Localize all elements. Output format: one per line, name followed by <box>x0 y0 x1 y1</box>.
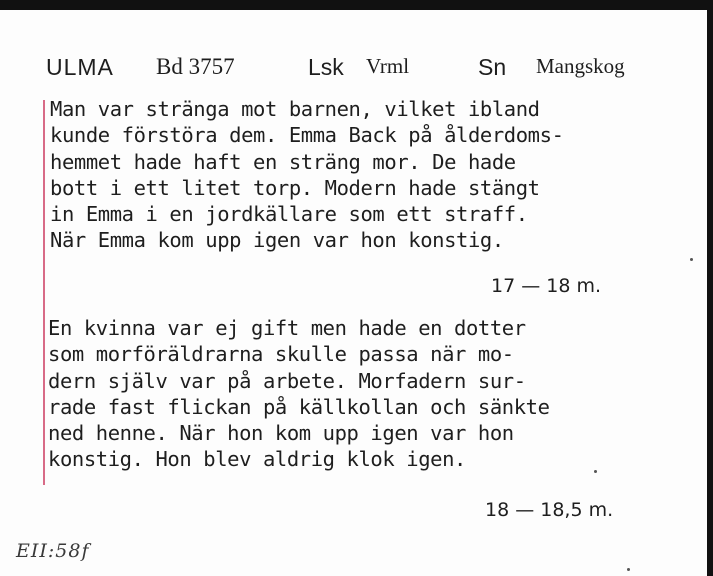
handwritten-signature: EII:58f <box>16 540 90 562</box>
right-border <box>707 0 713 576</box>
text-line: När Emma kom upp igen var hon konstig. <box>50 228 504 253</box>
text-line: kunde förstöra dem. Emma Back på ålderdoms- <box>50 123 564 148</box>
paragraph-2 <box>48 315 550 473</box>
text-line: hemmet hade haft en sträng mor. De hade <box>50 149 516 174</box>
text-line: konstig. Hon blev aldrig klok igen. <box>48 447 466 472</box>
collection-label: ULMA <box>46 54 114 80</box>
text-line: dern själv var på arbete. Morfadern sur- <box>48 368 526 393</box>
province-label: Lsk <box>308 54 344 80</box>
tape-reference-2: 18 — 18,5 m. <box>485 499 614 521</box>
volume-number: Bd 3757 <box>156 54 235 79</box>
text-line: ned henne. När hon kom upp igen var hon <box>48 421 514 446</box>
text-line: En kvinna var ej gift men hade en dotter <box>48 316 526 340</box>
text-line: rade fast flickan på källkollan och sänkte <box>48 394 550 419</box>
text-line: som morföräldrarna skulle passa när mo- <box>48 342 514 367</box>
text-line: bott i ett litet torp. Modern hade stängt <box>50 175 540 200</box>
margin-line <box>43 100 45 485</box>
paragraph-1 <box>50 96 564 254</box>
province-value: Vrml <box>366 54 410 78</box>
text-line: in Emma i en jordkällare som ett straff. <box>50 202 528 227</box>
parish-label: Sn <box>478 54 507 80</box>
speck-mark <box>690 258 693 261</box>
speck-mark <box>627 568 630 571</box>
text-line: Man var stränga mot barnen, vilket ibland <box>50 97 540 121</box>
parish-value: Mangskog <box>536 54 625 78</box>
top-border <box>0 0 713 10</box>
speck-mark <box>594 470 597 473</box>
tape-reference-1: 17 — 18 m. <box>491 275 602 297</box>
